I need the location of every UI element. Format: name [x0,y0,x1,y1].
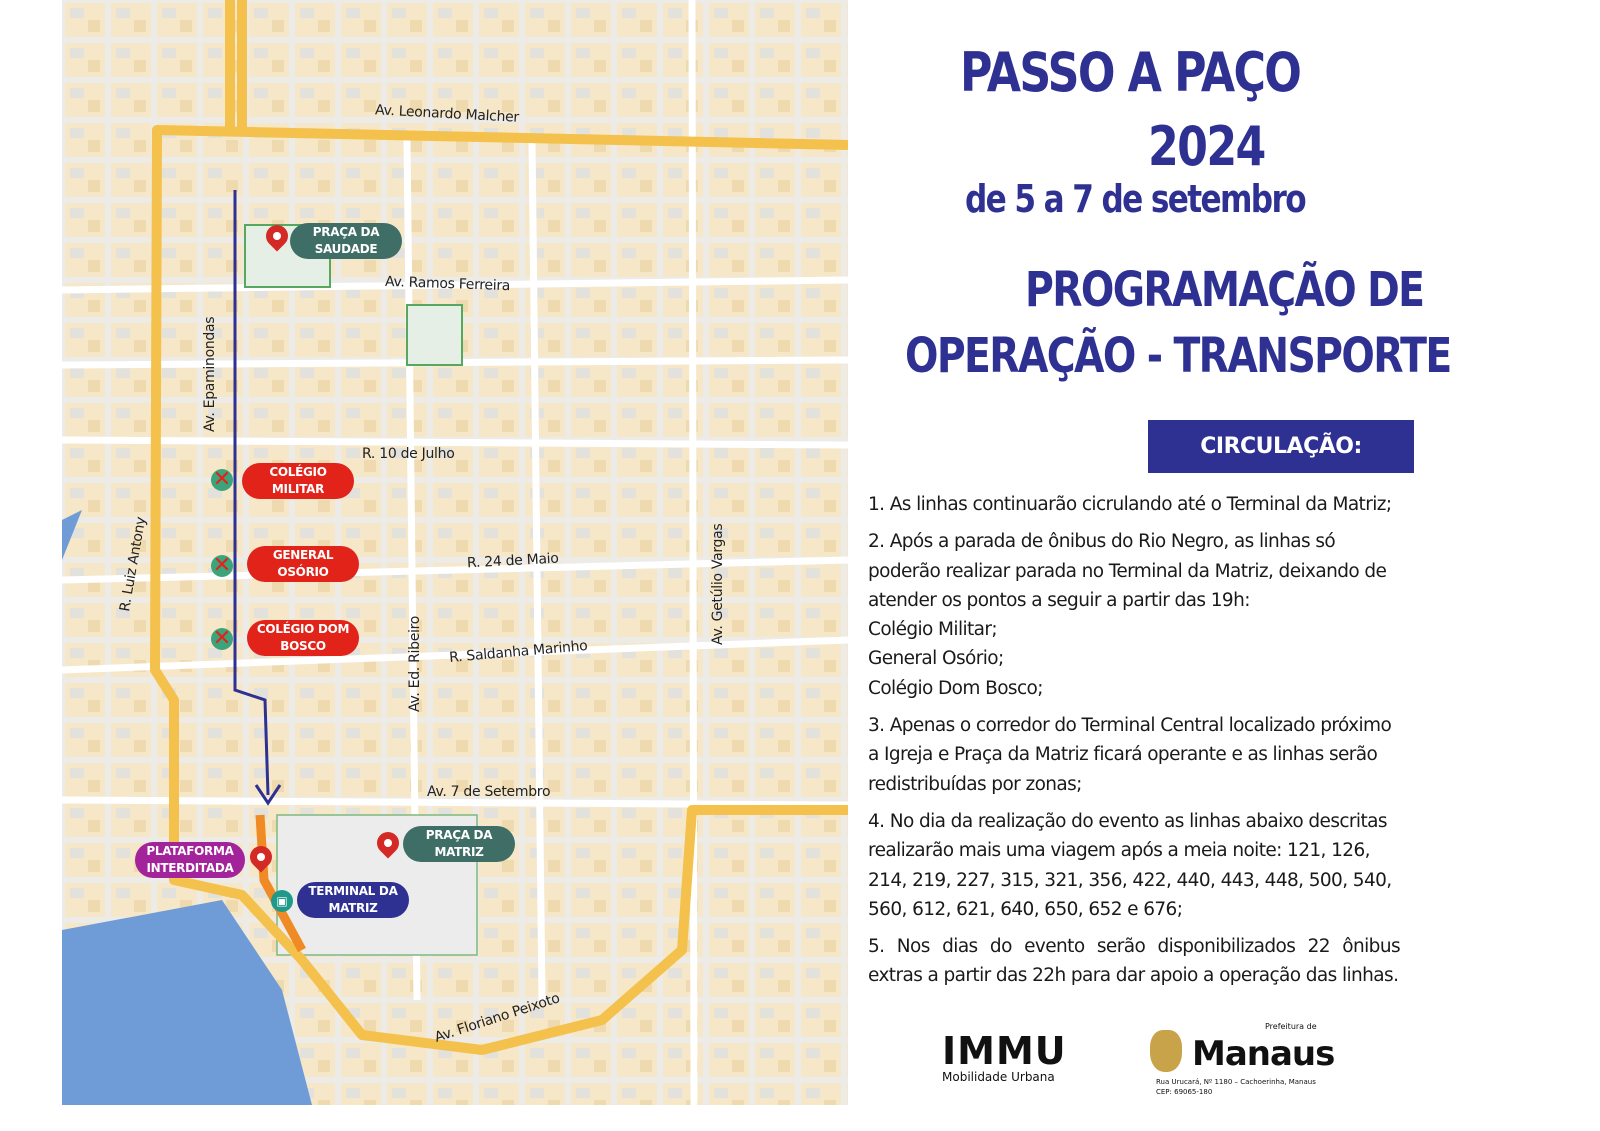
street-label: R. 24 de Maio [466,550,559,572]
street-label: Av. 7 de Setembro [427,784,551,800]
stop-general-osorio: GENERAL OSÓRIO [247,546,359,582]
immu-logo-subtitle: Mobilidade Urbana [942,1070,1055,1084]
stop-colegio-militar: COLÉGIO MILITAR [242,463,354,499]
immu-logo [942,1029,1067,1084]
list-item: 5. Nos dias do evento serão disponibilizados 22 ônibus extras a partir das 22h para dar apoio a operação das linhas. [868,936,1400,987]
circulation-list [868,490,1400,999]
subtitle-line1: PROGRAMAÇÃO DE [1025,262,1424,318]
street-label: R. Luiz Antony [117,515,150,613]
logo-cep: CEP: 69065-180 [1156,1088,1213,1096]
street-label: Av. Leonardo Malcher [374,102,520,126]
stop-colegio-dom-bosco: COLÉGIO DOM BOSCO [247,620,359,656]
manaus-coat-of-arms-icon [1150,1030,1182,1072]
street-label: R. 10 de Julho [362,446,455,462]
list-subitem: General Osório; [868,648,1004,670]
list-item: 2. Após a parada de ônibus do Rio Negro, as linhas só poderão realizar parada no Terminal da Matriz, deixando de atender os pontos a seguir a partir das 19h: [868,531,1387,611]
logo-address: Rua Urucará, Nº 1180 – Cachoerinha, Manaus [1156,1078,1316,1086]
place-praca-saudade: PRAÇA DA SAUDADE [290,223,402,259]
stop-closed-icon: ✕ [212,626,232,651]
list-item: 3. Apenas o corredor do Terminal Central localizado próximo a Igreja e Praça da Matriz ficará operante e as linhas serão redistribuídas por zonas; [868,715,1392,795]
subtitle-line2: OPERAÇÃO - TRANSPORTE [905,328,1451,384]
street-label: Av. Ed. Ribeiro [407,615,423,712]
street-label: R. Saldanha Marinho [448,637,589,667]
stop-closed-icon: ✕ [212,553,232,578]
list-subitem: Colégio Dom Bosco; [868,677,1043,699]
street-label: Av. Floriano Peixoto [432,990,562,1046]
list-subitem: Colégio Militar; [868,619,998,641]
plataforma-interditada-label: PLATAFORMA INTERDITADA [135,842,245,878]
immu-logo-text: IMMU [942,1029,1067,1073]
street-label: Av. Ramos Ferreira [384,273,511,295]
title-year: 2024 [1148,115,1265,178]
logo-pref-text: Prefeitura de [1265,1022,1317,1031]
street-label: Av. Getúlio Vargas [710,523,726,645]
list-item: 1. As linhas continuarão cicrulando até o Terminal da Matriz; [868,494,1392,515]
event-dates: de 5 a 7 de setembro [965,177,1305,221]
terminal-matriz-label: TERMINAL DA MATRIZ [297,882,409,918]
stop-closed-icon: ✕ [212,467,232,492]
street-label: Av. Epaminondas [202,316,218,432]
place-praca-matriz: PRAÇA DA MATRIZ [403,826,515,862]
map-streets [62,0,848,1105]
bus-icon: ▣ [271,890,293,912]
logo-manaus-text: Manaus [1192,1034,1335,1074]
list-item: 4. No dia da realização do evento as linhas abaixo descritas realizarão mais uma viagem após a meia noite: 121, 126, 214, 219, 227, 315, 321, 356, 422, 440, 443, 448, 500, 540, 560, 612, 621, 640, 650, 652 e 676; [868,810,1392,920]
title-line1: PASSO A PAÇO [960,41,1301,104]
route-map [62,0,848,1105]
section-title-circulacao: CIRCULAÇÃO: [1148,420,1414,473]
